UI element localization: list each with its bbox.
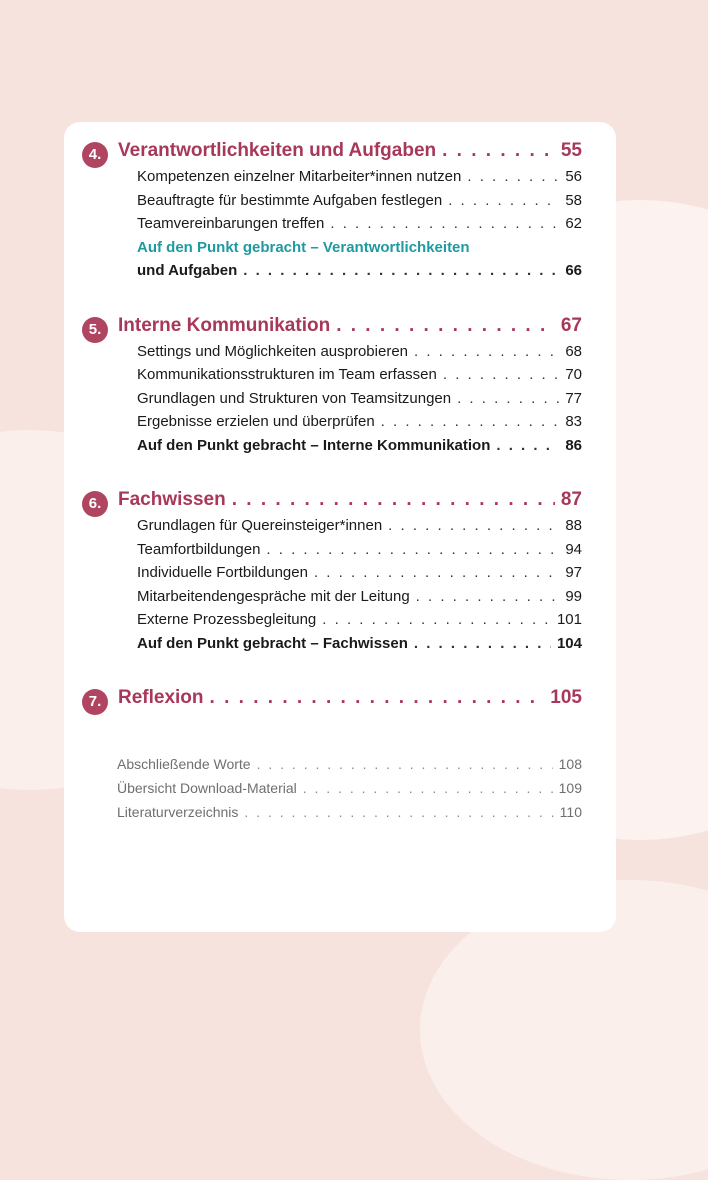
chapter-heading[interactable]	[82, 138, 582, 165]
entry-title: Grundlagen für Quereinsteiger*innen	[137, 517, 383, 534]
summary-title: Auf den Punkt gebracht – Interne Kommunikation	[137, 436, 491, 454]
toc-entry[interactable]	[137, 608, 582, 632]
toc-entry[interactable]	[137, 363, 582, 387]
summary-page: 86	[565, 436, 582, 454]
chapter-number-badge: 6.	[82, 491, 108, 517]
dot-leader	[232, 487, 555, 513]
entry-page: 77	[565, 389, 582, 407]
entry-page: 94	[565, 540, 582, 558]
toc-entry[interactable]	[137, 340, 582, 364]
dot-leader	[467, 165, 559, 189]
dot-leader	[257, 752, 553, 776]
entry-title: Teamfortbildungen	[137, 540, 261, 558]
toc-entry[interactable]	[137, 561, 582, 585]
summary-page: 66	[565, 262, 582, 279]
summary-title-line2: und Aufgaben	[137, 262, 238, 279]
entry-title: Abschließende Worte	[117, 756, 251, 772]
summary-entry[interactable]	[137, 632, 582, 656]
toc-entry[interactable]	[137, 514, 582, 538]
entry-title: Kompetenzen einzelner Mitarbeiter*innen nutzen	[137, 168, 462, 185]
chapter-entries	[82, 514, 582, 655]
entry-title: Ergebnisse erzielen und überprüfen	[137, 413, 375, 430]
chapter-title: Interne Kommunikation	[118, 314, 331, 336]
summary-line	[137, 434, 582, 458]
entry-title: Teamvereinbarungen treffen	[137, 215, 325, 232]
toc-entry[interactable]	[137, 165, 582, 189]
entry-page: 110	[559, 804, 582, 820]
dot-leader	[443, 363, 559, 387]
summary-entry[interactable]	[137, 236, 582, 283]
entry-title: Literaturverzeichnis	[117, 804, 239, 820]
entry-page: 56	[565, 168, 582, 185]
dot-leader	[448, 189, 559, 213]
entry-page: 58	[565, 191, 582, 209]
dot-leader	[330, 212, 559, 236]
toc-entry[interactable]	[137, 538, 582, 562]
entry-page: 109	[558, 780, 582, 796]
summary-title-line1: Auf den Punkt gebracht – Verantwortlichkeiten	[137, 238, 470, 256]
appendix-entries	[82, 752, 582, 824]
entry-title: Übersicht Download-Material	[117, 780, 297, 796]
dot-leader	[314, 561, 559, 585]
entry-title: Grundlagen und Strukturen von Teamsitzungen	[137, 389, 452, 407]
dot-leader	[457, 387, 559, 411]
chapter-page: 87	[560, 489, 582, 510]
entry-title: Settings und Möglichkeiten ausprobieren	[137, 342, 409, 360]
entry-title: Kommunikationsstrukturen im Team erfassen	[137, 366, 437, 383]
chapter-heading[interactable]	[82, 685, 582, 712]
dot-leader	[210, 685, 545, 711]
entry-page: 68	[565, 342, 582, 360]
toc-card	[64, 122, 616, 932]
toc-entry[interactable]	[137, 585, 582, 609]
entry-title: Mitarbeitendengespräche mit der Leitung	[137, 587, 410, 605]
dot-leader	[322, 608, 551, 632]
chapter-entries	[82, 165, 582, 283]
dot-leader	[388, 514, 559, 538]
entry-title: Externe Prozessbegleitung	[137, 611, 317, 628]
chapter-6	[82, 487, 582, 655]
chapter-5	[82, 313, 582, 458]
chapter-title: Reflexion	[118, 687, 204, 708]
chapter-number-badge: 7.	[82, 689, 108, 715]
entry-page: 83	[565, 413, 582, 430]
chapter-page: 105	[550, 687, 582, 708]
dot-leader	[244, 800, 553, 824]
chapter-heading[interactable]	[82, 313, 582, 340]
summary-page: 104	[556, 634, 582, 652]
dot-leader	[496, 434, 559, 458]
entry-title: Individuelle Fortbildungen	[137, 564, 308, 581]
dot-leader	[416, 585, 560, 609]
summary-title: Auf den Punkt gebracht – Fachwissen	[137, 634, 408, 652]
table-of-contents	[82, 138, 582, 824]
dot-leader	[381, 410, 560, 434]
chapter-title: Verantwortlichkeiten und Aufgaben	[118, 140, 437, 161]
entry-page: 108	[558, 756, 582, 772]
summary-line	[137, 259, 582, 283]
dot-leader	[243, 259, 559, 283]
summary-entry[interactable]	[137, 434, 582, 458]
appendix-entry[interactable]	[117, 752, 582, 776]
chapter-entries	[82, 340, 582, 458]
appendix-entry[interactable]	[117, 776, 582, 800]
toc-entry[interactable]	[137, 212, 582, 236]
chapter-heading[interactable]	[82, 487, 582, 514]
entry-page: 70	[565, 366, 582, 383]
summary-line	[137, 632, 582, 656]
toc-entry[interactable]	[137, 387, 582, 411]
dot-leader	[266, 538, 559, 562]
chapter-number-badge: 5.	[82, 317, 108, 343]
entry-page: 97	[565, 564, 582, 581]
chapter-7	[82, 685, 582, 712]
dot-leader	[303, 776, 553, 800]
toc-entry[interactable]	[137, 189, 582, 213]
entry-page: 101	[556, 611, 582, 628]
entry-title: Beauftragte für bestimmte Aufgaben festlegen	[137, 191, 443, 209]
entry-page: 62	[565, 215, 582, 232]
chapter-title: Fachwissen	[118, 489, 226, 510]
dot-leader	[442, 138, 555, 164]
entry-page: 88	[565, 517, 582, 534]
appendix-entry[interactable]	[117, 800, 582, 824]
dot-leader	[414, 340, 559, 364]
chapter-page: 67	[560, 314, 582, 336]
chapter-number-badge: 4.	[82, 142, 108, 168]
chapter-4	[82, 138, 582, 283]
chapter-page: 55	[560, 140, 582, 161]
entry-page: 99	[565, 587, 582, 605]
dot-leader	[336, 313, 555, 339]
dot-leader	[414, 632, 551, 656]
toc-entry[interactable]	[137, 410, 582, 434]
